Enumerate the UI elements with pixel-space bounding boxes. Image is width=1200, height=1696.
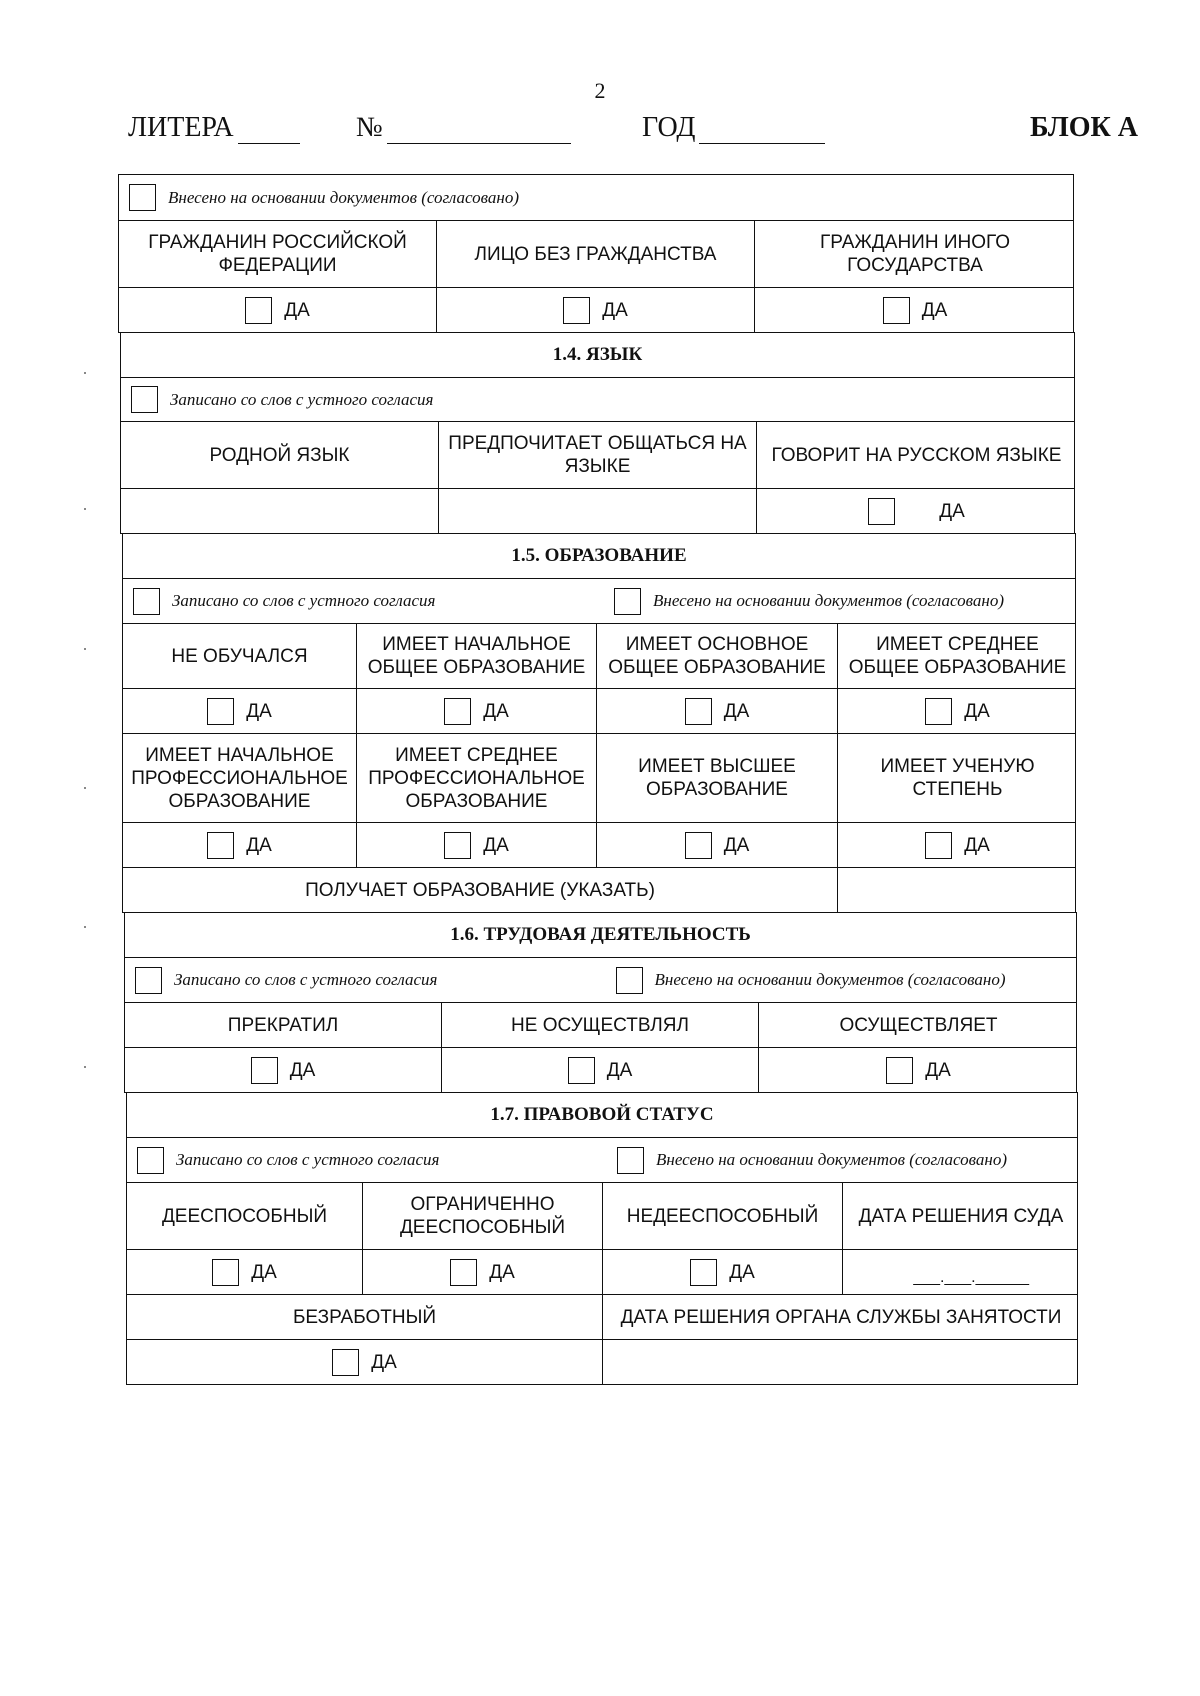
studying-row bbox=[122, 867, 1076, 913]
never-worked-label: НЕ ОСУЩЕСТВЛЯЛ bbox=[442, 1003, 759, 1047]
education-yes-row-1 bbox=[122, 688, 1076, 734]
checkbox[interactable] bbox=[332, 1349, 359, 1376]
academic-degree-label: ИМЕЕТ УЧЕНУЮ СТЕПЕНЬ bbox=[880, 756, 1035, 800]
primary-general-label: ИМЕЕТ НАЧАЛЬНОЕ ОБЩЕЕ ОБРАЗОВАНИЕ bbox=[357, 624, 597, 688]
oral-checkbox[interactable] bbox=[133, 588, 160, 615]
speaks-russian-yes bbox=[757, 489, 1076, 533]
number-field bbox=[356, 112, 571, 144]
primary-vocational-label: ИМЕЕТ НАЧАЛЬНОЕ ПРОФЕССИОНАЛЬНОЕ ОБРАЗОВАНИЕ bbox=[123, 734, 357, 822]
oral-option bbox=[125, 967, 596, 994]
secondary-vocational-label: ИМЕЕТ СРЕДНЕЕ ПРОФЕССИОНАЛЬНОЕ ОБРАЗОВАНИЕ bbox=[357, 734, 597, 822]
work-notes bbox=[124, 957, 1077, 1003]
capable-yes bbox=[127, 1250, 363, 1294]
yes-label: ДА bbox=[939, 500, 965, 522]
checkbox[interactable] bbox=[925, 698, 952, 725]
checkbox[interactable] bbox=[563, 297, 590, 324]
basic-general-yes bbox=[597, 689, 838, 733]
legal-notes bbox=[126, 1137, 1078, 1183]
preferred-language-input[interactable] bbox=[439, 489, 757, 533]
yes-label: ДА bbox=[723, 700, 750, 722]
speaks-russian-label: ГОВОРИТ НА РУССКОМ ЯЗЫКЕ bbox=[771, 444, 1062, 466]
legal-yes-row bbox=[126, 1249, 1078, 1295]
secondary-general-label: ИМЕЕТ СРЕДНЕЕ ОБЩЕЕ ОБРАЗОВАНИЕ bbox=[848, 634, 1067, 678]
litera-field bbox=[128, 112, 300, 144]
margin-dot bbox=[84, 648, 86, 650]
native-language-label: РОДНОЙ ЯЗЫК bbox=[121, 422, 439, 488]
legal-header-row bbox=[126, 1182, 1078, 1250]
education-row-1 bbox=[122, 623, 1076, 689]
docs-option bbox=[119, 184, 1073, 211]
docs-option bbox=[597, 1147, 1077, 1174]
studying-label: ПОЛУЧАЕТ ОБРАЗОВАНИЕ (УКАЗАТЬ) bbox=[123, 868, 838, 912]
unemployed-value-row bbox=[126, 1339, 1078, 1385]
unemployed-yes bbox=[127, 1340, 603, 1384]
docs-option bbox=[594, 588, 1075, 615]
work-header-row bbox=[124, 1002, 1077, 1048]
employment-date-label: ДАТА РЕШЕНИЯ ОРГАНА СЛУЖБЫ ЗАНЯТОСТИ bbox=[620, 1306, 1062, 1328]
citizenship-docs-note bbox=[118, 174, 1074, 221]
docs-note-label: Внесено на основании документов (согласовано) bbox=[168, 187, 519, 207]
oral-option bbox=[127, 1147, 597, 1174]
checkbox[interactable] bbox=[925, 832, 952, 859]
docs-note-label: Внесено на основании документов (согласовано) bbox=[656, 1150, 1007, 1169]
yes-label: ДА bbox=[606, 1059, 633, 1081]
oral-note-label: Записано со слов с устного согласия bbox=[174, 970, 438, 989]
year-label: ГОД bbox=[642, 112, 696, 143]
number-label: № bbox=[356, 112, 383, 143]
yes-label: ДА bbox=[723, 834, 750, 856]
never-worked-yes bbox=[442, 1048, 759, 1092]
checkbox[interactable] bbox=[568, 1057, 595, 1084]
checkbox[interactable] bbox=[444, 698, 471, 725]
checkbox[interactable] bbox=[450, 1259, 477, 1286]
page-number: 2 bbox=[594, 78, 606, 103]
higher-education-yes bbox=[597, 823, 838, 867]
citizen-rf-label: ГРАЖДАНИН РОССИЙСКОЙ ФЕДЕРАЦИИ bbox=[119, 221, 437, 287]
docs-checkbox[interactable] bbox=[614, 588, 641, 615]
yes-label: ДА bbox=[602, 299, 628, 321]
unemployed-header-row bbox=[126, 1294, 1078, 1340]
checkbox[interactable] bbox=[883, 297, 910, 324]
margin-dot bbox=[84, 926, 86, 928]
stateless-yes bbox=[437, 288, 755, 332]
docs-note-label: Внесено на основании документов (согласовано) bbox=[654, 970, 1006, 989]
work-yes-row bbox=[124, 1047, 1077, 1093]
docs-note-label: Внесено на основании документов (согласовано) bbox=[653, 591, 1004, 610]
yes-label: ДА bbox=[284, 299, 310, 321]
employment-date-input[interactable] bbox=[603, 1340, 1079, 1384]
yes-label: ДА bbox=[483, 834, 509, 856]
margin-dot bbox=[84, 372, 86, 374]
studying-input[interactable] bbox=[838, 868, 1077, 912]
docs-checkbox[interactable] bbox=[129, 184, 156, 211]
checkbox[interactable] bbox=[207, 832, 234, 859]
margin-dot bbox=[84, 508, 86, 510]
checkbox[interactable] bbox=[444, 832, 471, 859]
primary-vocational-yes bbox=[123, 823, 357, 867]
unemployed-label: БЕЗРАБОТНЫЙ bbox=[127, 1295, 603, 1339]
incapable-label: НЕДЕЕСПОСОБНЫЙ bbox=[603, 1183, 843, 1249]
margin-dot bbox=[84, 1066, 86, 1068]
section-title-legal: 1.7. ПРАВОВОЙ СТАТУС bbox=[126, 1092, 1078, 1138]
stateless-label: ЛИЦО БЕЗ ГРАЖДАНСТВА bbox=[437, 221, 755, 287]
yes-label: ДА bbox=[729, 1261, 755, 1283]
language-oral-note bbox=[120, 377, 1075, 422]
docs-checkbox[interactable] bbox=[616, 967, 643, 994]
litera-label: ЛИТЕРА bbox=[128, 112, 234, 143]
oral-checkbox[interactable] bbox=[131, 386, 158, 413]
no-education-yes bbox=[123, 689, 357, 733]
citizen-rf-yes bbox=[119, 288, 437, 332]
primary-general-yes bbox=[357, 689, 597, 733]
section-title-education: 1.5. ОБРАЗОВАНИЕ bbox=[122, 533, 1076, 579]
citizenship-header-row bbox=[118, 220, 1074, 288]
oral-note-label: Записано со слов с устного согласия bbox=[172, 591, 436, 610]
foreign-citizen-yes bbox=[755, 288, 1075, 332]
academic-degree-yes bbox=[838, 823, 1077, 867]
stopped-work-label: ПРЕКРАТИЛ bbox=[125, 1003, 442, 1047]
margin-dot bbox=[84, 787, 86, 789]
education-notes bbox=[122, 578, 1076, 624]
litera-input[interactable] bbox=[238, 117, 300, 144]
court-date-label: ДАТА РЕШЕНИЯ СУДА bbox=[858, 1205, 1064, 1227]
basic-general-label: ИМЕЕТ ОСНОВНОЕ ОБЩЕЕ ОБРАЗОВАНИЕ bbox=[597, 624, 838, 688]
yes-label: ДА bbox=[921, 299, 948, 321]
citizenship-yes-row bbox=[118, 287, 1074, 333]
yes-label: ДА bbox=[489, 1261, 515, 1283]
checkbox[interactable] bbox=[685, 698, 712, 725]
limited-capable-label: ОГРАНИЧЕННО ДЕЕСПОСОБНЫЙ bbox=[363, 1183, 603, 1249]
yes-label: ДА bbox=[371, 1351, 397, 1373]
oral-option bbox=[123, 588, 594, 615]
yes-label: ДА bbox=[246, 834, 272, 856]
no-education-label: НЕ ОБУЧАЛСЯ bbox=[123, 624, 357, 688]
oral-note-label: Записано со слов с устного согласия bbox=[176, 1150, 440, 1169]
checkbox[interactable] bbox=[690, 1259, 717, 1286]
yes-label: ДА bbox=[246, 700, 272, 722]
stopped-work-yes bbox=[125, 1048, 442, 1092]
docs-option bbox=[596, 967, 1077, 994]
year-input[interactable] bbox=[699, 117, 825, 144]
checkbox[interactable] bbox=[886, 1057, 913, 1084]
number-input[interactable] bbox=[387, 117, 571, 144]
yes-label: ДА bbox=[925, 1059, 951, 1081]
working-yes bbox=[759, 1048, 1078, 1092]
higher-education-label: ИМЕЕТ ВЫСШЕЕ ОБРАЗОВАНИЕ bbox=[597, 734, 838, 822]
section-title-language: 1.4. ЯЗЫК bbox=[120, 332, 1075, 378]
oral-option bbox=[121, 386, 1074, 413]
checkbox[interactable] bbox=[685, 832, 712, 859]
language-header-row bbox=[120, 421, 1075, 489]
education-row-2 bbox=[122, 733, 1076, 823]
court-date-input[interactable]: ___.___.______ bbox=[913, 1268, 1029, 1286]
secondary-general-yes bbox=[838, 689, 1077, 733]
oral-checkbox[interactable] bbox=[135, 967, 162, 994]
checkbox[interactable] bbox=[207, 698, 234, 725]
oral-note-label: Записано со слов с устного согласия bbox=[170, 389, 434, 409]
secondary-vocational-yes bbox=[357, 823, 597, 867]
checkbox[interactable] bbox=[251, 1057, 278, 1084]
yes-label: ДА bbox=[251, 1261, 277, 1283]
working-label: ОСУЩЕСТВЛЯЕТ bbox=[839, 1014, 998, 1036]
yes-label: ДА bbox=[964, 700, 990, 722]
yes-label: ДА bbox=[289, 1059, 316, 1081]
checkbox[interactable] bbox=[868, 498, 895, 525]
limited-capable-yes bbox=[363, 1250, 603, 1294]
checkbox[interactable] bbox=[212, 1259, 239, 1286]
docs-checkbox[interactable] bbox=[617, 1147, 644, 1174]
capable-label: ДЕЕСПОСОБНЫЙ bbox=[127, 1183, 363, 1249]
native-language-input[interactable] bbox=[121, 489, 439, 533]
education-yes-row-2 bbox=[122, 822, 1076, 868]
block-title: БЛОК А bbox=[1030, 112, 1138, 143]
checkbox[interactable] bbox=[245, 297, 272, 324]
section-title-work: 1.6. ТРУДОВАЯ ДЕЯТЕЛЬНОСТЬ bbox=[124, 912, 1077, 958]
yes-label: ДА bbox=[964, 834, 990, 856]
incapable-yes bbox=[603, 1250, 843, 1294]
foreign-citizen-label: ГРАЖДАНИН ИНОГО ГОСУДАРСТВА bbox=[820, 232, 1010, 276]
yes-label: ДА bbox=[483, 700, 509, 722]
language-value-row bbox=[120, 488, 1075, 534]
year-field bbox=[642, 112, 825, 144]
oral-checkbox[interactable] bbox=[137, 1147, 164, 1174]
preferred-language-label: ПРЕДПОЧИТАЕТ ОБЩАТЬСЯ НА ЯЗЫКЕ bbox=[439, 422, 757, 488]
